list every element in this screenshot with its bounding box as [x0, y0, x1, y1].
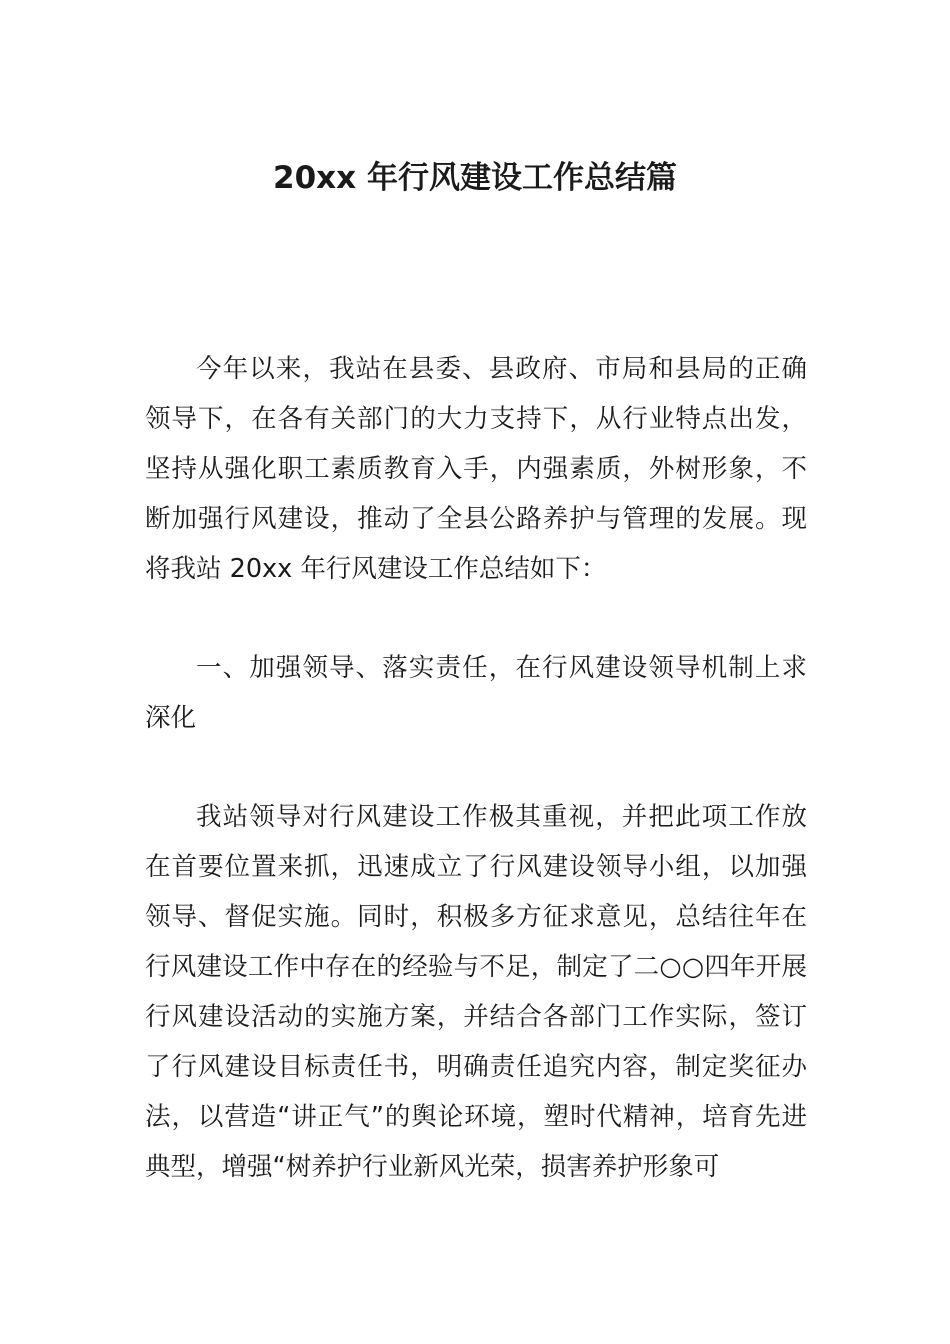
- section-heading-text: 一、加强领导、落实责任，在行风建设领导机制上求深化: [145, 653, 807, 733]
- paragraph-intro: [145, 344, 807, 594]
- paragraph-text: 我站领导对行风建设工作极其重视，并把此项工作放在首要位置来抓，迅速成立了行风建设领导小组，以加强领导、督促实施。同时，积极多方征求意见，总结往年在行风建设工作中存在的经验与不足，制定了二○○四年开展行风建设活动的实施方案，并结合各部门工作实际，签订了行风建设目标责任书，明确责任追究内容，制定奖征办法，以营造“讲正气”的舆论环境，塑时代精神，培育先进典型，增强“树养护行业新风光荣，损害养护形象可: [145, 802, 807, 1182]
- section-heading-1: [145, 643, 807, 743]
- document-title: 20xx 年行风建设工作总结篇: [273, 160, 677, 196]
- paragraph-section-1: [145, 792, 807, 1192]
- paragraph-text: 今年以来，我站在县委、县政府、市局和县局的正确领导下，在各有关部门的大力支持下，从行业特点出发，坚持从强化职工素质教育入手，内强素质，外树形象，不断加强行风建设，推动了全县公路养护与管理的发展。现将我站 20xx 年行风建设工作总结如下：: [145, 354, 807, 584]
